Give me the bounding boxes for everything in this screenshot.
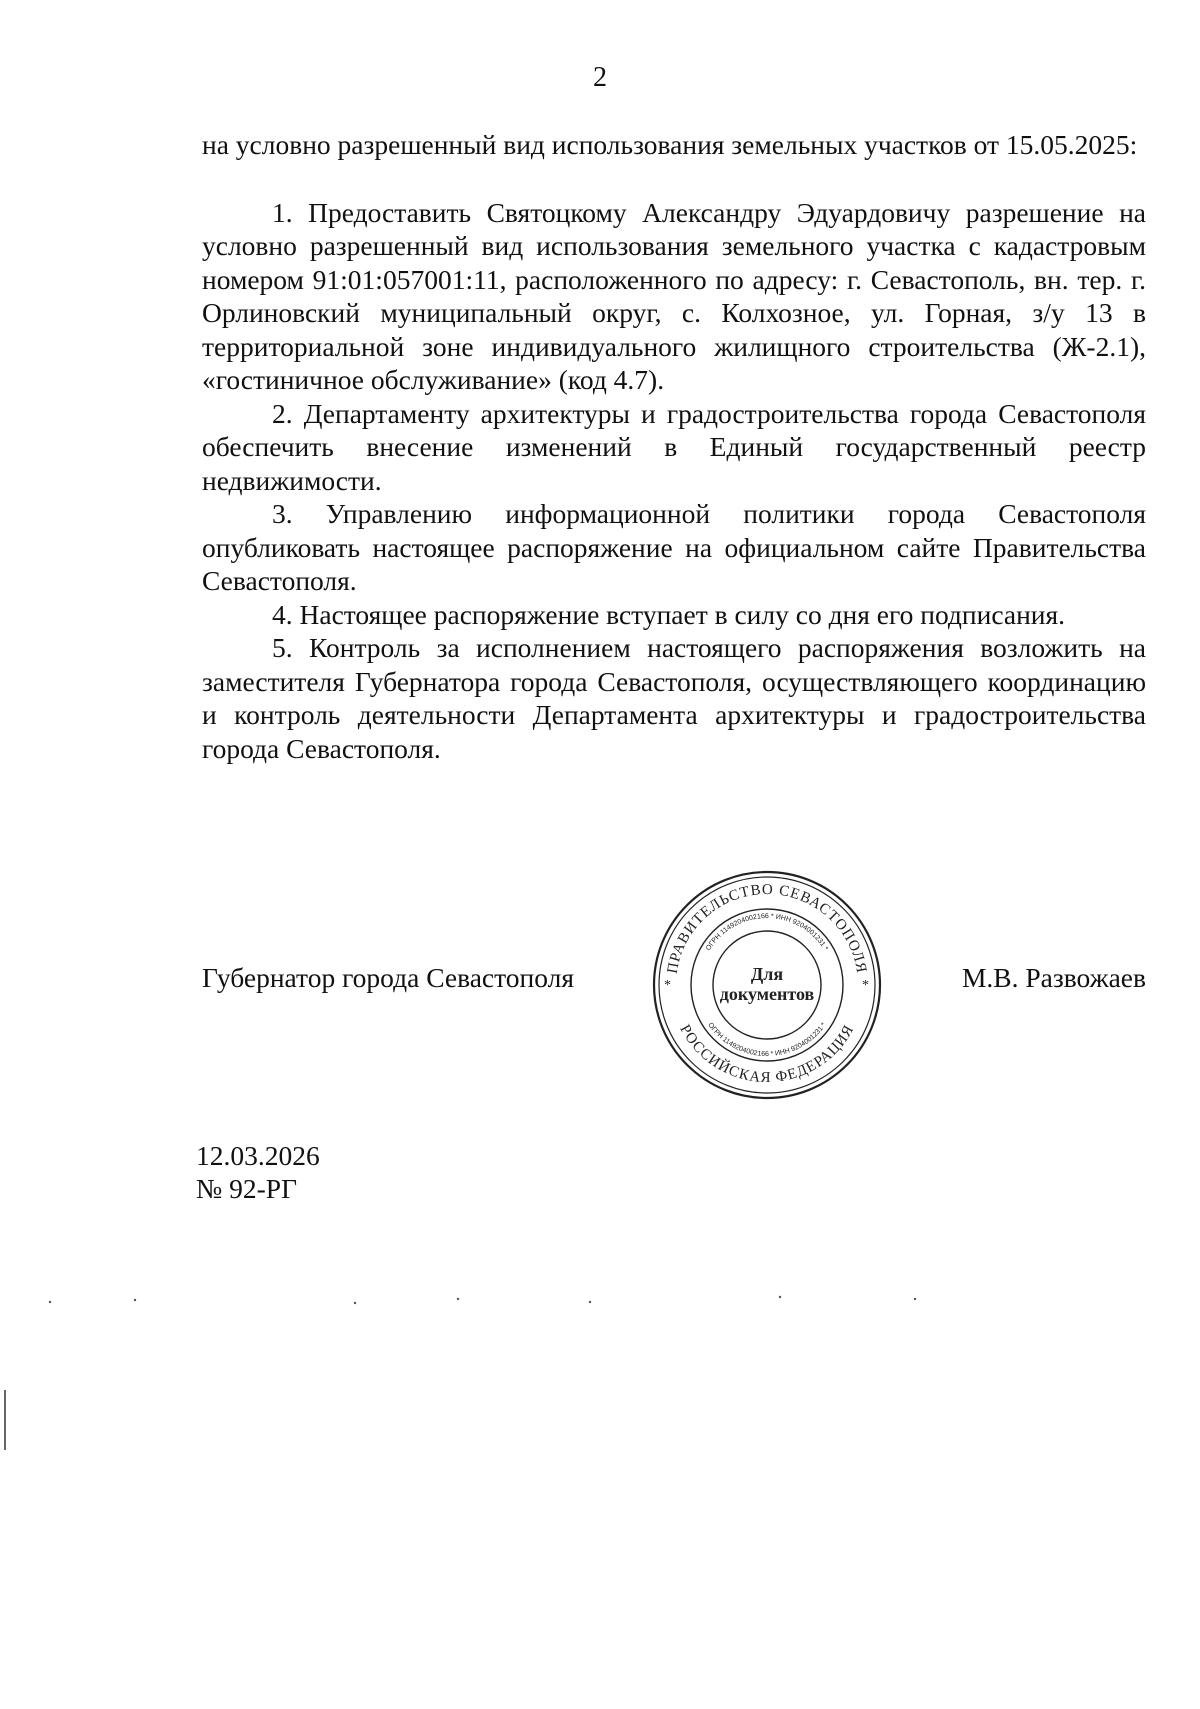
intro-paragraph: на условно разрешенный вид использования земельных участков от 15.05.2025: <box>202 129 1138 160</box>
item-2-paragraph: 2. Департаменту архитектуры и градостроительства города Севастополя обеспечить внесение изменений в Единый государственный реестр недвижимости. <box>202 397 1146 496</box>
item-4-paragraph: 4. Настоящее распоряжение вступает в силу со дня его подписания. <box>272 598 1066 630</box>
item-3-paragraph: 3. Управлению информационной политики города Севастополя опубликовать настоящее распоряжение на официальном сайте Правительства Севастополя. <box>202 498 1146 596</box>
seal-center-line-1: Для <box>750 964 784 984</box>
svg-text:ОГРН 1149204002166 * ИНН 92040 <box>705 913 829 952</box>
page-number: 2 <box>593 62 607 93</box>
seal-inner-bottom-text: ОГРН 1149204002166 * ИНН 9204001231 * <box>706 1021 828 1059</box>
seal-star-left-icon: * <box>664 978 671 993</box>
order-date: 12.03.2026 <box>196 1140 320 1171</box>
svg-text:ОГРН 1149204002166 * ИНН 92040 <box>706 1022 827 1058</box>
order-number: № 92-РГ <box>196 1173 297 1204</box>
item-1-paragraph: 1. Предоставить Святоцкому Александру Эдуардовичу разрешение на условно разрешенный вид использования земельного участка с кадастровым номером 91:01:057001:11, расположенного по адресу: г. Севастополь, вн. тер. г. Орлиновский муниципальный округ, с. Колхозное, ул. Горная, з/у 13 в территориальной зоне индивидуального жилищного строительства (Ж-2.1), «гостиничное обслуживание» (код 4.7). <box>202 196 1146 395</box>
item-5-paragraph: 5. Контроль за исполнением настоящего распоряжения возложить на заместителя Губернатора города Севастополя, осуществляющего координацию и контроль деятельности Департамента архитектуры и градостроительства города Севастополя. <box>202 632 1146 764</box>
document-body <box>202 128 1146 765</box>
seal-outer-bottom-text: РОССИЙСКАЯ ФЕДЕРАЦИЯ <box>676 1022 858 1087</box>
seal-inner-top-text: ОГРН 1149204002166 * ИНН 9204001231 * <box>705 913 829 952</box>
signatory-position: Губернатор города Севастополя <box>202 962 574 993</box>
official-seal-stamp <box>650 868 884 1102</box>
seal-star-right-icon: * <box>862 978 869 993</box>
seal-outer-top-text: ПРАВИТЕЛЬСТВО СЕВАСТОПОЛЯ <box>664 881 870 975</box>
signatory-name: М.В. Развожаев <box>961 962 1146 993</box>
seal-center-line-2: документов <box>719 984 815 1004</box>
